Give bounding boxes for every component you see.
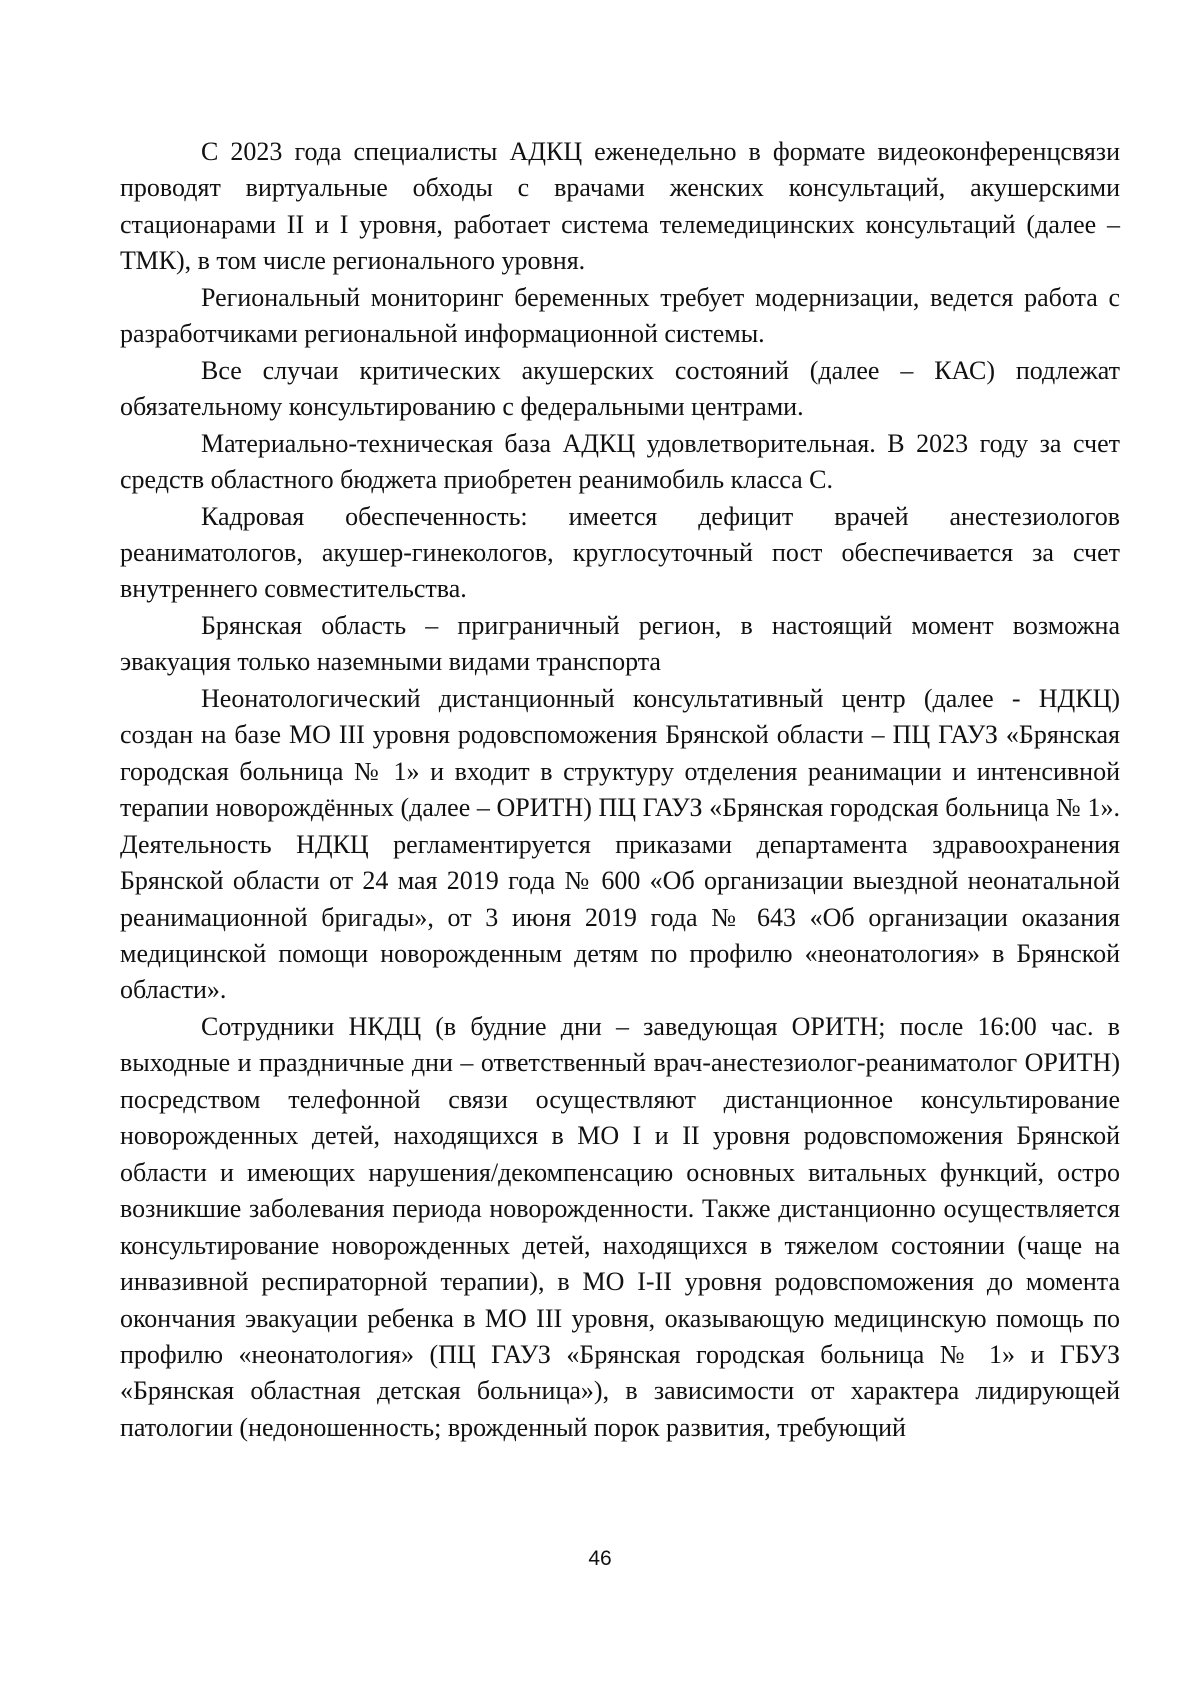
paragraph-nkdc-staff: Сотрудники НКДЦ (в будние дни – заведующая ОРИТН; после 16:00 час. в выходные и праздничные дни – ответственный врач-анестезиолог-реаниматолог ОРИТН) посредством телефонной связи осуществляют дистанционное консультирование новорожденных детей, находящихся в МО I и II уровня родовспоможения Брянской области и имеющих нарушения/декомпенсацию основных витальных функций, остро возникшие заболевания периода новорожденности. Также дистанционно осуществляется консультирование новорожденных детей, находящихся в тяжелом состоянии (чаще на инвазивной респираторной терапии), в МО I-II уровня родовспоможения до момента окончания эвакуации ребенка в МО III уровня, оказывающую медицинскую помощь по профилю «неонатология» (ПЦ ГАУЗ «Брянская городская больница № 1» и ГБУЗ «Брянская областная детская больница»), в зависимости от характера лидирующей патологии (недоношенность; врожденный порок развития, требующий [120,1011,1120,1442]
paragraph-material-base: Материально-техническая база АДКЦ удовлетворительная. В 2023 году за счет средств областного бюджета приобретен реанимобиль класса С. [120,428,1120,495]
paragraph-staffing: Кадровая обеспеченность: имеется дефицит врачей анестезиологов реаниматологов, акушер-гинекологов, круглосуточный пост обеспечивается за счет внутреннего совместительства. [120,501,1120,604]
paragraph-adkc-videoconference: С 2023 года специалисты АДКЦ еженедельно в формате видеоконференцсвязи проводят виртуальные обходы с врачами женских консультаций, акушерскими стационарами II и I уровня, работает система телемедицинских консультаций (далее – ТМК), в том числе регионального уровня. [120,137,1120,276]
paragraph-critical-states: Все случаи критических акушерских состояний (далее – КАС) подлежат обязательному консультированию с федеральными центрами. [120,355,1120,422]
page-number: 46 [588,1547,612,1570]
paragraph-ndkc-created: Неонатологический дистанционный консультативный центр (далее - НДКЦ) создан на базе МО III уровня родовспоможения Брянской области – ПЦ ГАУЗ «Брянская городская больница № 1» и входит в структуру отделения реанимации и интенсивной терапии новорождённых (далее – ОРИТН) ПЦ ГАУЗ «Брянская городская больница № 1». Деятельность НДКЦ регламентируется приказами департамента здравоохранения Брянской области от 24 мая 2019 года № 600 «Об организации выездной неонатальной реанимационной бригады», от 3 июня 2019 года № 643 «Об организации оказания медицинской помощи новорожденным детям по профилю «неонатология» в Брянской области». [120,683,1120,1005]
paragraph-regional-monitoring: Региональный мониторинг беременных требует модернизации, ведется работа с разработчиками региональной информационной системы. [120,282,1120,349]
body-text [120,134,1120,1446]
paragraph-border-region: Брянская область – приграничный регион, в настоящий момент возможна эвакуация только наземными видами транспорта [120,610,1120,677]
